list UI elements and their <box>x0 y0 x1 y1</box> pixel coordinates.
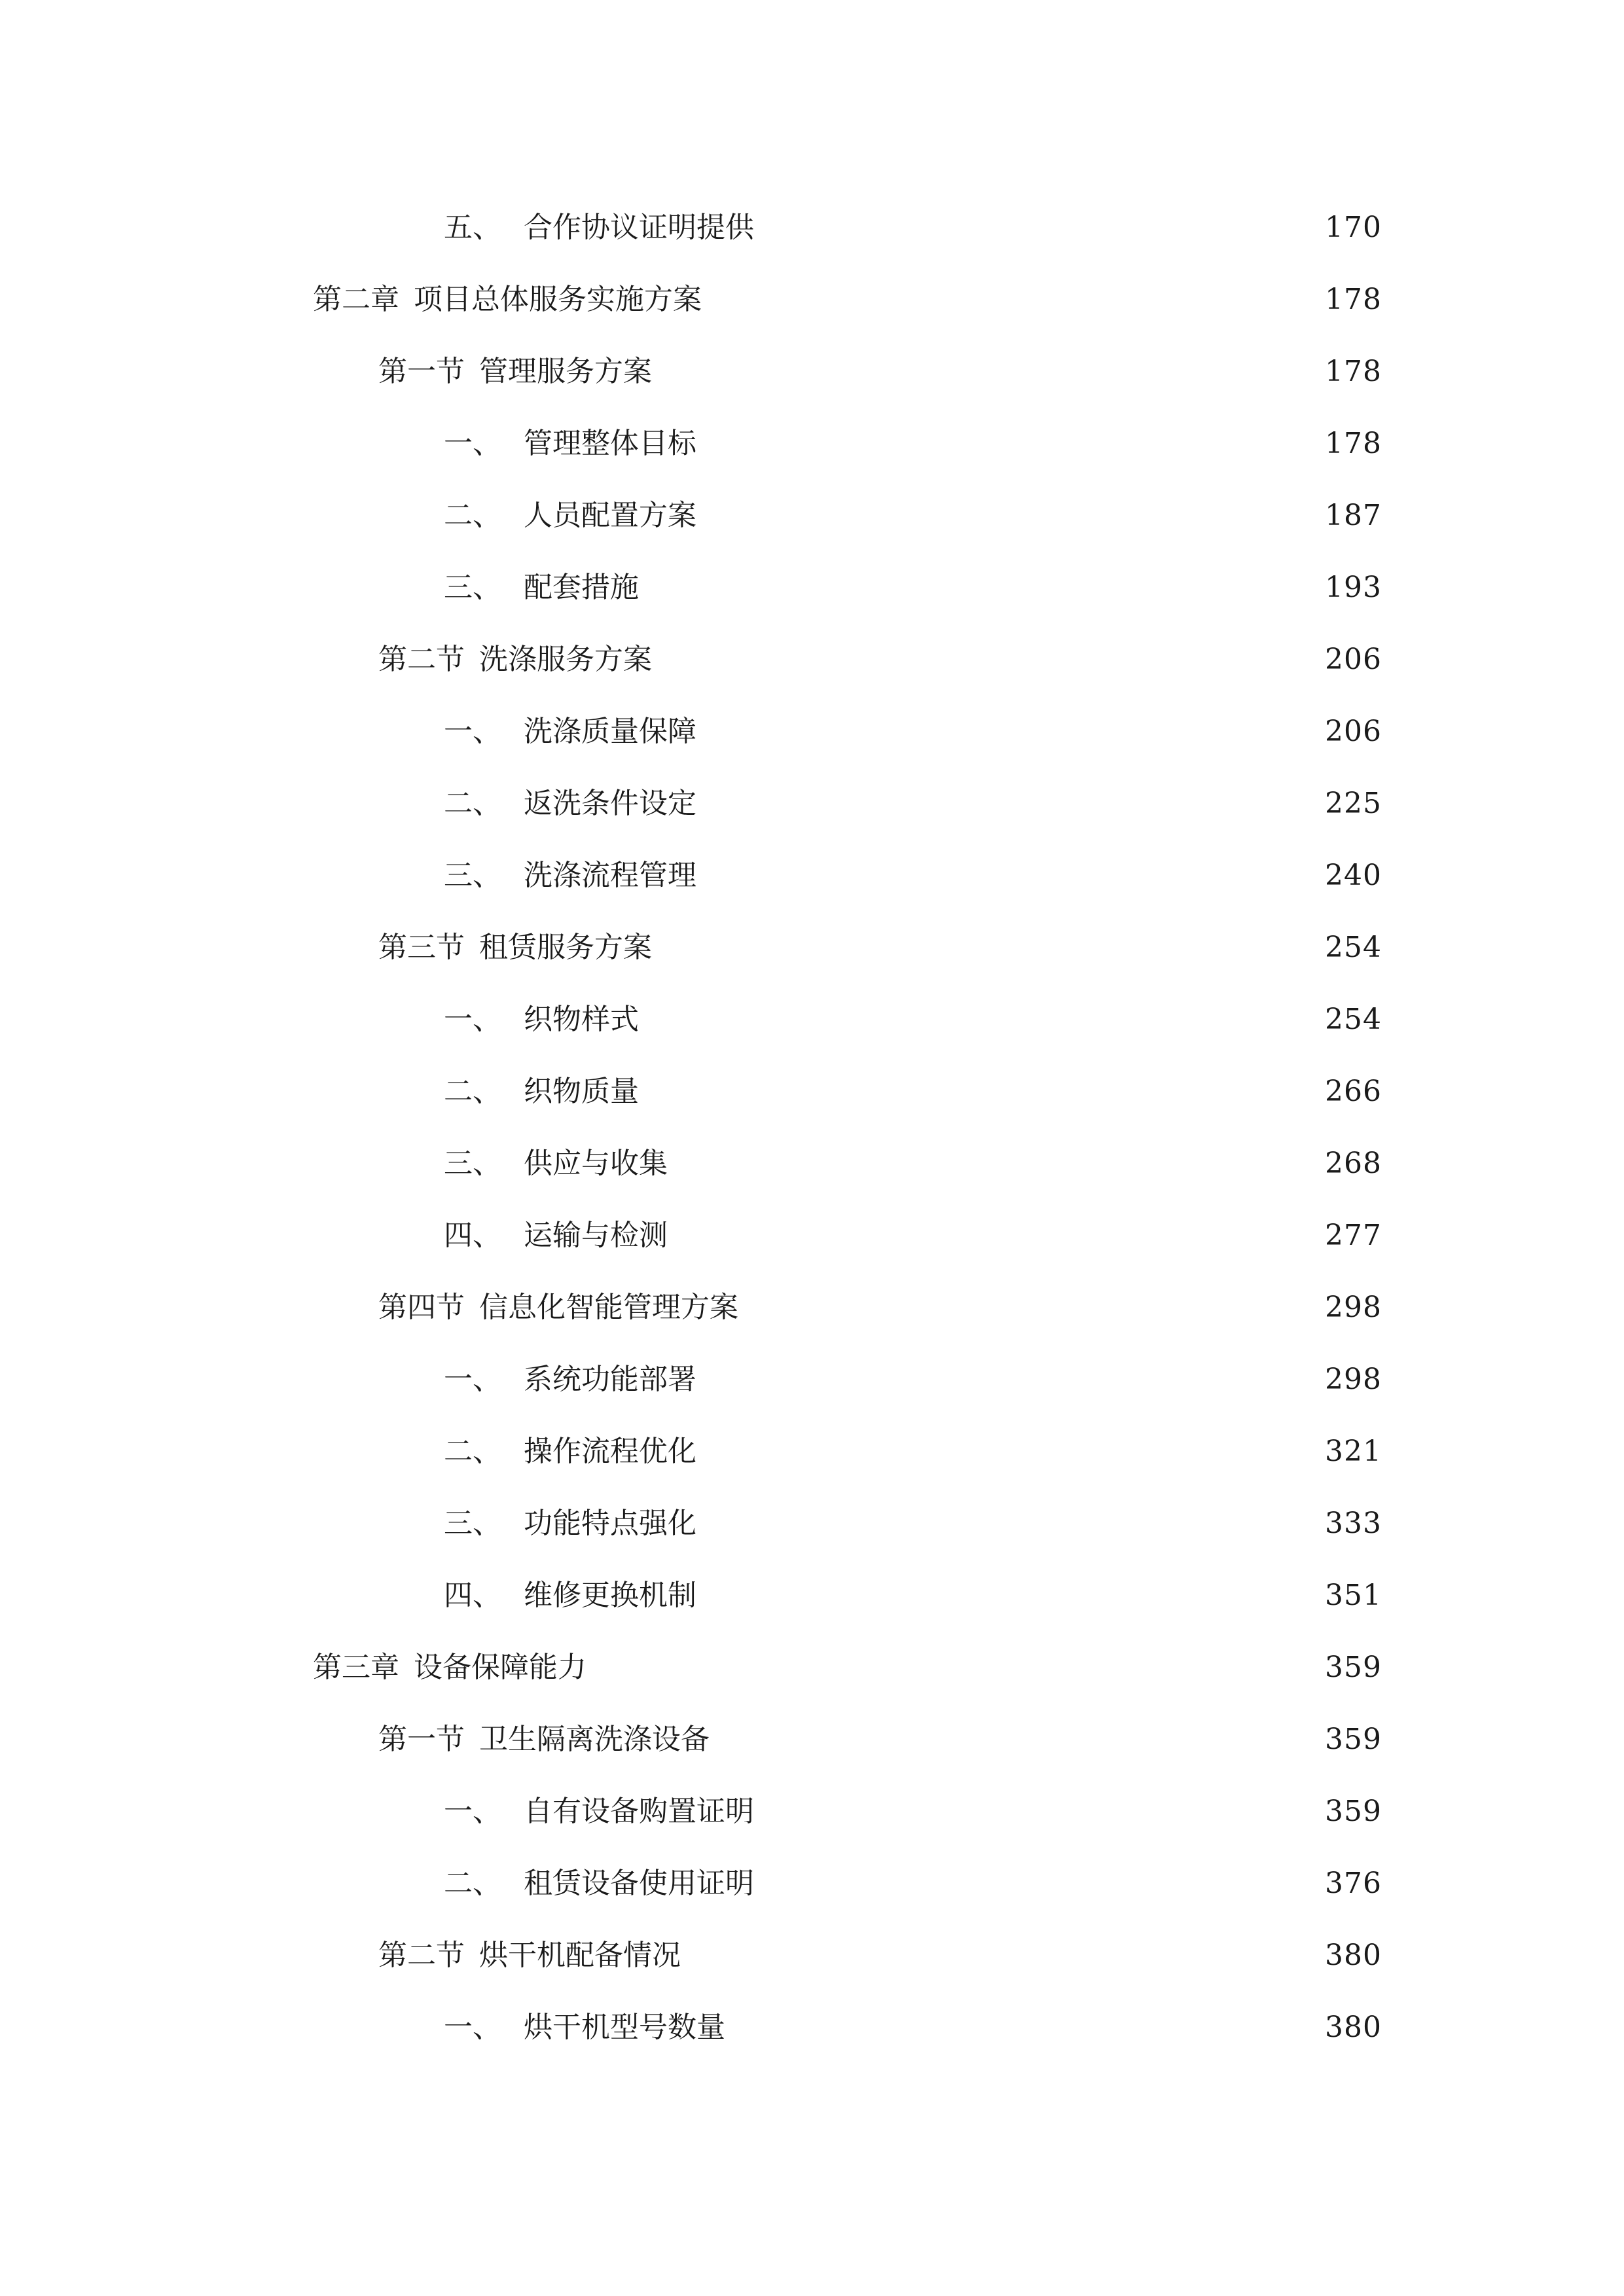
toc-entry[interactable] <box>444 1570 1382 1622</box>
entry-title: 配套措施 <box>524 571 639 604</box>
entry-number: 三、 <box>444 1507 501 1540</box>
entry-number: 一、 <box>444 2011 501 2044</box>
entry-number: 二、 <box>444 1435 501 1468</box>
entry-title: 项目总体服务实施方案 <box>414 283 702 316</box>
toc-entry[interactable] <box>444 1785 1382 1838</box>
dot-leader <box>687 1929 1316 1982</box>
toc-entry[interactable] <box>444 562 1382 614</box>
dot-leader <box>703 418 1316 470</box>
dot-leader <box>703 850 1316 902</box>
chapter-number: 第三章 <box>313 1651 399 1684</box>
dot-leader <box>761 1785 1316 1838</box>
page-number: 178 <box>1325 427 1382 460</box>
entry-title: 织物质量 <box>524 1075 639 1108</box>
entry-title: 系统功能部署 <box>524 1363 696 1396</box>
dot-leader <box>708 274 1316 326</box>
page-number: 170 <box>1325 211 1382 244</box>
entry-title: 操作流程优化 <box>524 1435 696 1468</box>
dot-leader <box>761 1857 1316 1910</box>
toc-entry[interactable] <box>378 346 1382 398</box>
toc-entry[interactable] <box>444 850 1382 902</box>
section-number: 第一节 <box>378 355 465 388</box>
entry-title: 设备保障能力 <box>414 1651 586 1684</box>
entry-number: 三、 <box>444 859 501 892</box>
section-number: 第一节 <box>378 1723 465 1756</box>
page-number: 359 <box>1325 1795 1382 1828</box>
dot-leader <box>645 1066 1316 1118</box>
section-number: 第四节 <box>378 1291 465 1324</box>
entry-number: 四、 <box>444 1579 501 1612</box>
entry-title: 洗涤服务方案 <box>479 643 652 676</box>
entry-number: 一、 <box>444 1795 501 1828</box>
dot-leader <box>703 1498 1316 1550</box>
page-number: 277 <box>1325 1219 1382 1252</box>
entry-title: 烘干机配备情况 <box>479 1939 681 1972</box>
entry-number: 三、 <box>444 1147 501 1180</box>
page-number: 225 <box>1325 787 1382 820</box>
page-number: 298 <box>1325 1291 1382 1324</box>
entry-title: 洗涤流程管理 <box>524 859 696 892</box>
entry-title: 供应与收集 <box>524 1147 668 1180</box>
page-number: 254 <box>1325 1003 1382 1036</box>
dot-leader <box>716 1713 1316 1766</box>
toc-entry[interactable] <box>444 1066 1382 1118</box>
dot-leader <box>745 1282 1316 1334</box>
entry-number: 一、 <box>444 427 501 460</box>
page-number: 359 <box>1325 1651 1382 1684</box>
dot-leader <box>645 994 1316 1046</box>
entry-title: 租赁设备使用证明 <box>524 1867 754 1900</box>
dot-leader <box>703 706 1316 758</box>
page-number: 351 <box>1325 1579 1382 1612</box>
page-number: 298 <box>1325 1363 1382 1396</box>
toc-entry[interactable] <box>444 202 1382 254</box>
entry-number: 一、 <box>444 715 501 748</box>
entry-title: 维修更换机制 <box>524 1579 696 1612</box>
page-number: 376 <box>1325 1867 1382 1900</box>
page-number: 266 <box>1325 1075 1382 1108</box>
page-number: 193 <box>1325 571 1382 604</box>
page-number: 321 <box>1325 1435 1382 1468</box>
entry-title: 管理整体目标 <box>524 427 696 460</box>
section-number: 第二节 <box>378 1939 465 1972</box>
entry-title: 洗涤质量保障 <box>524 715 696 748</box>
entry-number: 二、 <box>444 499 501 532</box>
toc-entry[interactable] <box>444 1354 1382 1406</box>
entry-title: 自有设备购置证明 <box>524 1795 754 1828</box>
toc-entry[interactable] <box>444 1857 1382 1910</box>
page-number: 206 <box>1325 715 1382 748</box>
entry-title: 管理服务方案 <box>479 355 652 388</box>
toc-entry[interactable] <box>444 490 1382 542</box>
dot-leader <box>703 1570 1316 1622</box>
toc-entry[interactable] <box>444 1426 1382 1478</box>
page-number: 254 <box>1325 931 1382 964</box>
entry-number: 一、 <box>444 1003 501 1036</box>
entry-number: 四、 <box>444 1219 501 1252</box>
page-number: 380 <box>1325 2011 1382 2044</box>
entry-title: 人员配置方案 <box>524 499 696 532</box>
entry-number: 一、 <box>444 1363 501 1396</box>
page-number: 206 <box>1325 643 1382 676</box>
entry-title: 织物样式 <box>524 1003 639 1036</box>
toc-entry[interactable] <box>444 1498 1382 1550</box>
entry-number: 二、 <box>444 1075 501 1108</box>
entry-title: 卫生隔离洗涤设备 <box>479 1723 710 1756</box>
toc-entry[interactable] <box>313 274 1382 326</box>
dot-leader <box>703 1354 1316 1406</box>
toc-entry[interactable] <box>444 994 1382 1046</box>
dot-leader <box>703 1426 1316 1478</box>
section-number: 第三节 <box>378 931 465 964</box>
page-number: 240 <box>1325 859 1382 892</box>
entry-title: 合作协议证明提供 <box>524 211 754 244</box>
page-number: 333 <box>1325 1507 1382 1540</box>
entry-title: 功能特点强化 <box>524 1507 696 1540</box>
dot-leader <box>659 922 1316 974</box>
toc-entry[interactable] <box>378 1713 1382 1766</box>
page-number: 380 <box>1325 1939 1382 1972</box>
toc-entry[interactable] <box>444 418 1382 470</box>
entry-number: 二、 <box>444 787 501 820</box>
dot-leader <box>659 634 1316 686</box>
toc-entry[interactable] <box>378 1282 1382 1334</box>
dot-leader <box>703 778 1316 830</box>
toc-entry[interactable] <box>378 922 1382 974</box>
toc-entry[interactable] <box>378 634 1382 686</box>
page-number: 187 <box>1325 499 1382 532</box>
entry-title: 返洗条件设定 <box>524 787 696 820</box>
page-number: 268 <box>1325 1147 1382 1180</box>
dot-leader <box>761 202 1316 254</box>
entry-number: 五、 <box>444 211 501 244</box>
toc-entry[interactable] <box>444 1210 1382 1262</box>
entry-title: 烘干机型号数量 <box>524 2011 725 2044</box>
entry-title: 运输与检测 <box>524 1219 668 1252</box>
toc-entry[interactable] <box>378 1929 1382 1982</box>
page-number: 178 <box>1325 355 1382 388</box>
dot-leader <box>732 2001 1316 2054</box>
toc-entry[interactable] <box>444 1138 1382 1190</box>
entry-number: 三、 <box>444 571 501 604</box>
entry-title: 租赁服务方案 <box>479 931 652 964</box>
toc-entry[interactable] <box>444 2001 1382 2054</box>
entry-number: 二、 <box>444 1867 501 1900</box>
dot-leader <box>645 562 1316 614</box>
dot-leader <box>674 1138 1316 1190</box>
dot-leader <box>703 490 1316 542</box>
toc-entry[interactable] <box>444 706 1382 758</box>
dot-leader <box>674 1210 1316 1262</box>
dot-leader <box>593 1641 1316 1694</box>
toc-entry[interactable] <box>444 778 1382 830</box>
page-number: 359 <box>1325 1723 1382 1756</box>
section-number: 第二节 <box>378 643 465 676</box>
toc-entry[interactable] <box>313 1641 1382 1694</box>
page-number: 178 <box>1325 283 1382 316</box>
entry-title: 信息化智能管理方案 <box>479 1291 738 1324</box>
chapter-number: 第二章 <box>313 283 399 316</box>
dot-leader <box>659 346 1316 398</box>
